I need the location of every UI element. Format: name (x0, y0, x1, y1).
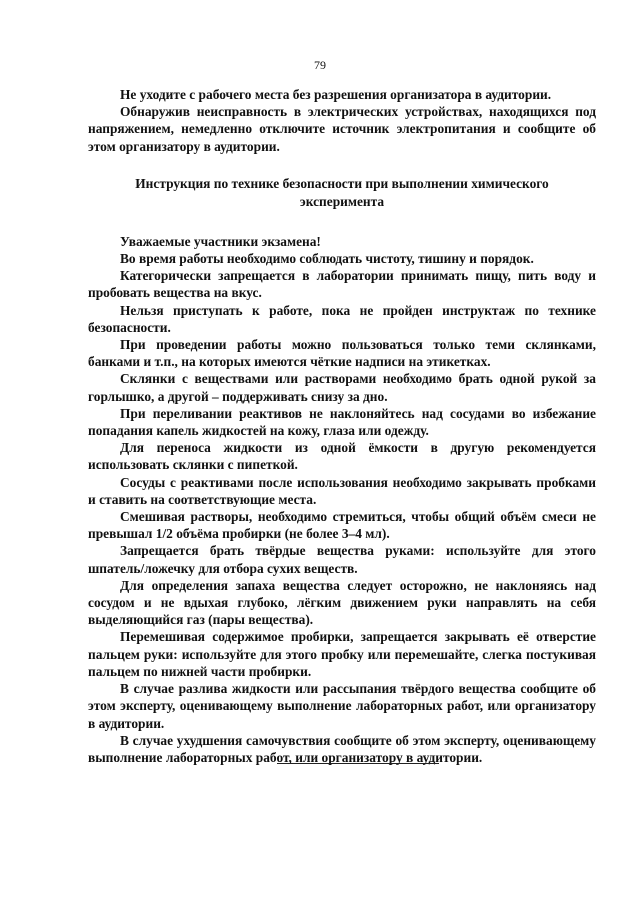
paragraph-pouring: При переливании реактивов не наклоняйтесь над сосудами во избежание попадания капель жидкостей на кожу, глаза или одежду. (88, 405, 596, 439)
paragraph-stirring: Перемешивая содержимое пробирки, запрещается закрывать её отверстие пальцем руки: используйте для этого пробку или перемешайте, слегка постукивая пальцем по нижней части пробирки. (88, 629, 596, 679)
document-body (88, 86, 596, 766)
paragraph-leave-workplace: Не уходите с рабочего места без разрешения организатора в аудитории. (120, 87, 552, 102)
paragraph-electrical-fault: Обнаружив неисправность в электрических устройствах, находящихся под напряжением, немедленно отключите источник электропитания и сообщите об этом организатору в аудитории. (88, 104, 596, 154)
paragraph-smell: Для определения запаха вещества следует осторожно, не наклоняясь над сосудом и не вдыхая глубоко, лёгким движением руки направлять на себя выделяющийся газ (пары вещества). (88, 577, 596, 628)
paragraph-labeled-containers: При проведении работы можно пользоваться только теми склянками, банками и т.п., на которых имеются чёткие надписи на этикетках. (88, 337, 596, 370)
paragraph-briefing: Нельзя приступать к работе, пока не пройден инструктаж по технике безопасности. (88, 302, 596, 335)
paragraph-pipette: Для переноса жидкости из одной ёмкости в другую рекомендуется использовать склянки с пипеткой. (88, 440, 596, 473)
paragraph-closing-vessels: Сосуды с реактивами после использования необходимо закрывать пробками и ставить на соответствующие места. (88, 474, 596, 507)
paragraph-cleanliness: Во время работы необходимо соблюдать чистоту, тишину и порядок. (120, 251, 534, 267)
paragraph-unwell: В случае ухудшения самочувствия сообщите об этом эксперту, оценивающему выполнение лабораторных работ, или организатору в аудитории. (88, 732, 596, 765)
page-number: 79 (314, 58, 326, 72)
section-heading: Инструкция по технике безопасности при выполнении химического эксперимента (135, 175, 549, 209)
paragraph-solids: Запрещается брать твёрдые вещества руками: используйте для этого шпатель/ложечку для отбора сухих веществ. (88, 543, 596, 576)
paragraph-mixing-solutions: Смешивая растворы, необходимо стремиться, чтобы общий объём смеси не превышал 1/2 объёма пробирки (не более 3–4 мл). (88, 509, 596, 542)
end-divider (277, 763, 439, 764)
paragraph-holding-flasks: Склянки с веществами или растворами необходимо брать одной рукой за горлышко, а другой – поддерживать снизу за дно. (88, 371, 596, 404)
paragraph-no-food: Категорически запрещается в лаборатории принимать пищу, пить воду и пробовать вещества на вкус. (88, 268, 596, 301)
paragraph-greeting: Уважаемые участники экзамена! (120, 233, 321, 249)
paragraph-spill: В случае разлива жидкости или рассыпания твёрдого вещества сообщите об этом эксперту, оценивающему выполнение лабораторных работ, или организатору в аудитории. (88, 681, 596, 731)
